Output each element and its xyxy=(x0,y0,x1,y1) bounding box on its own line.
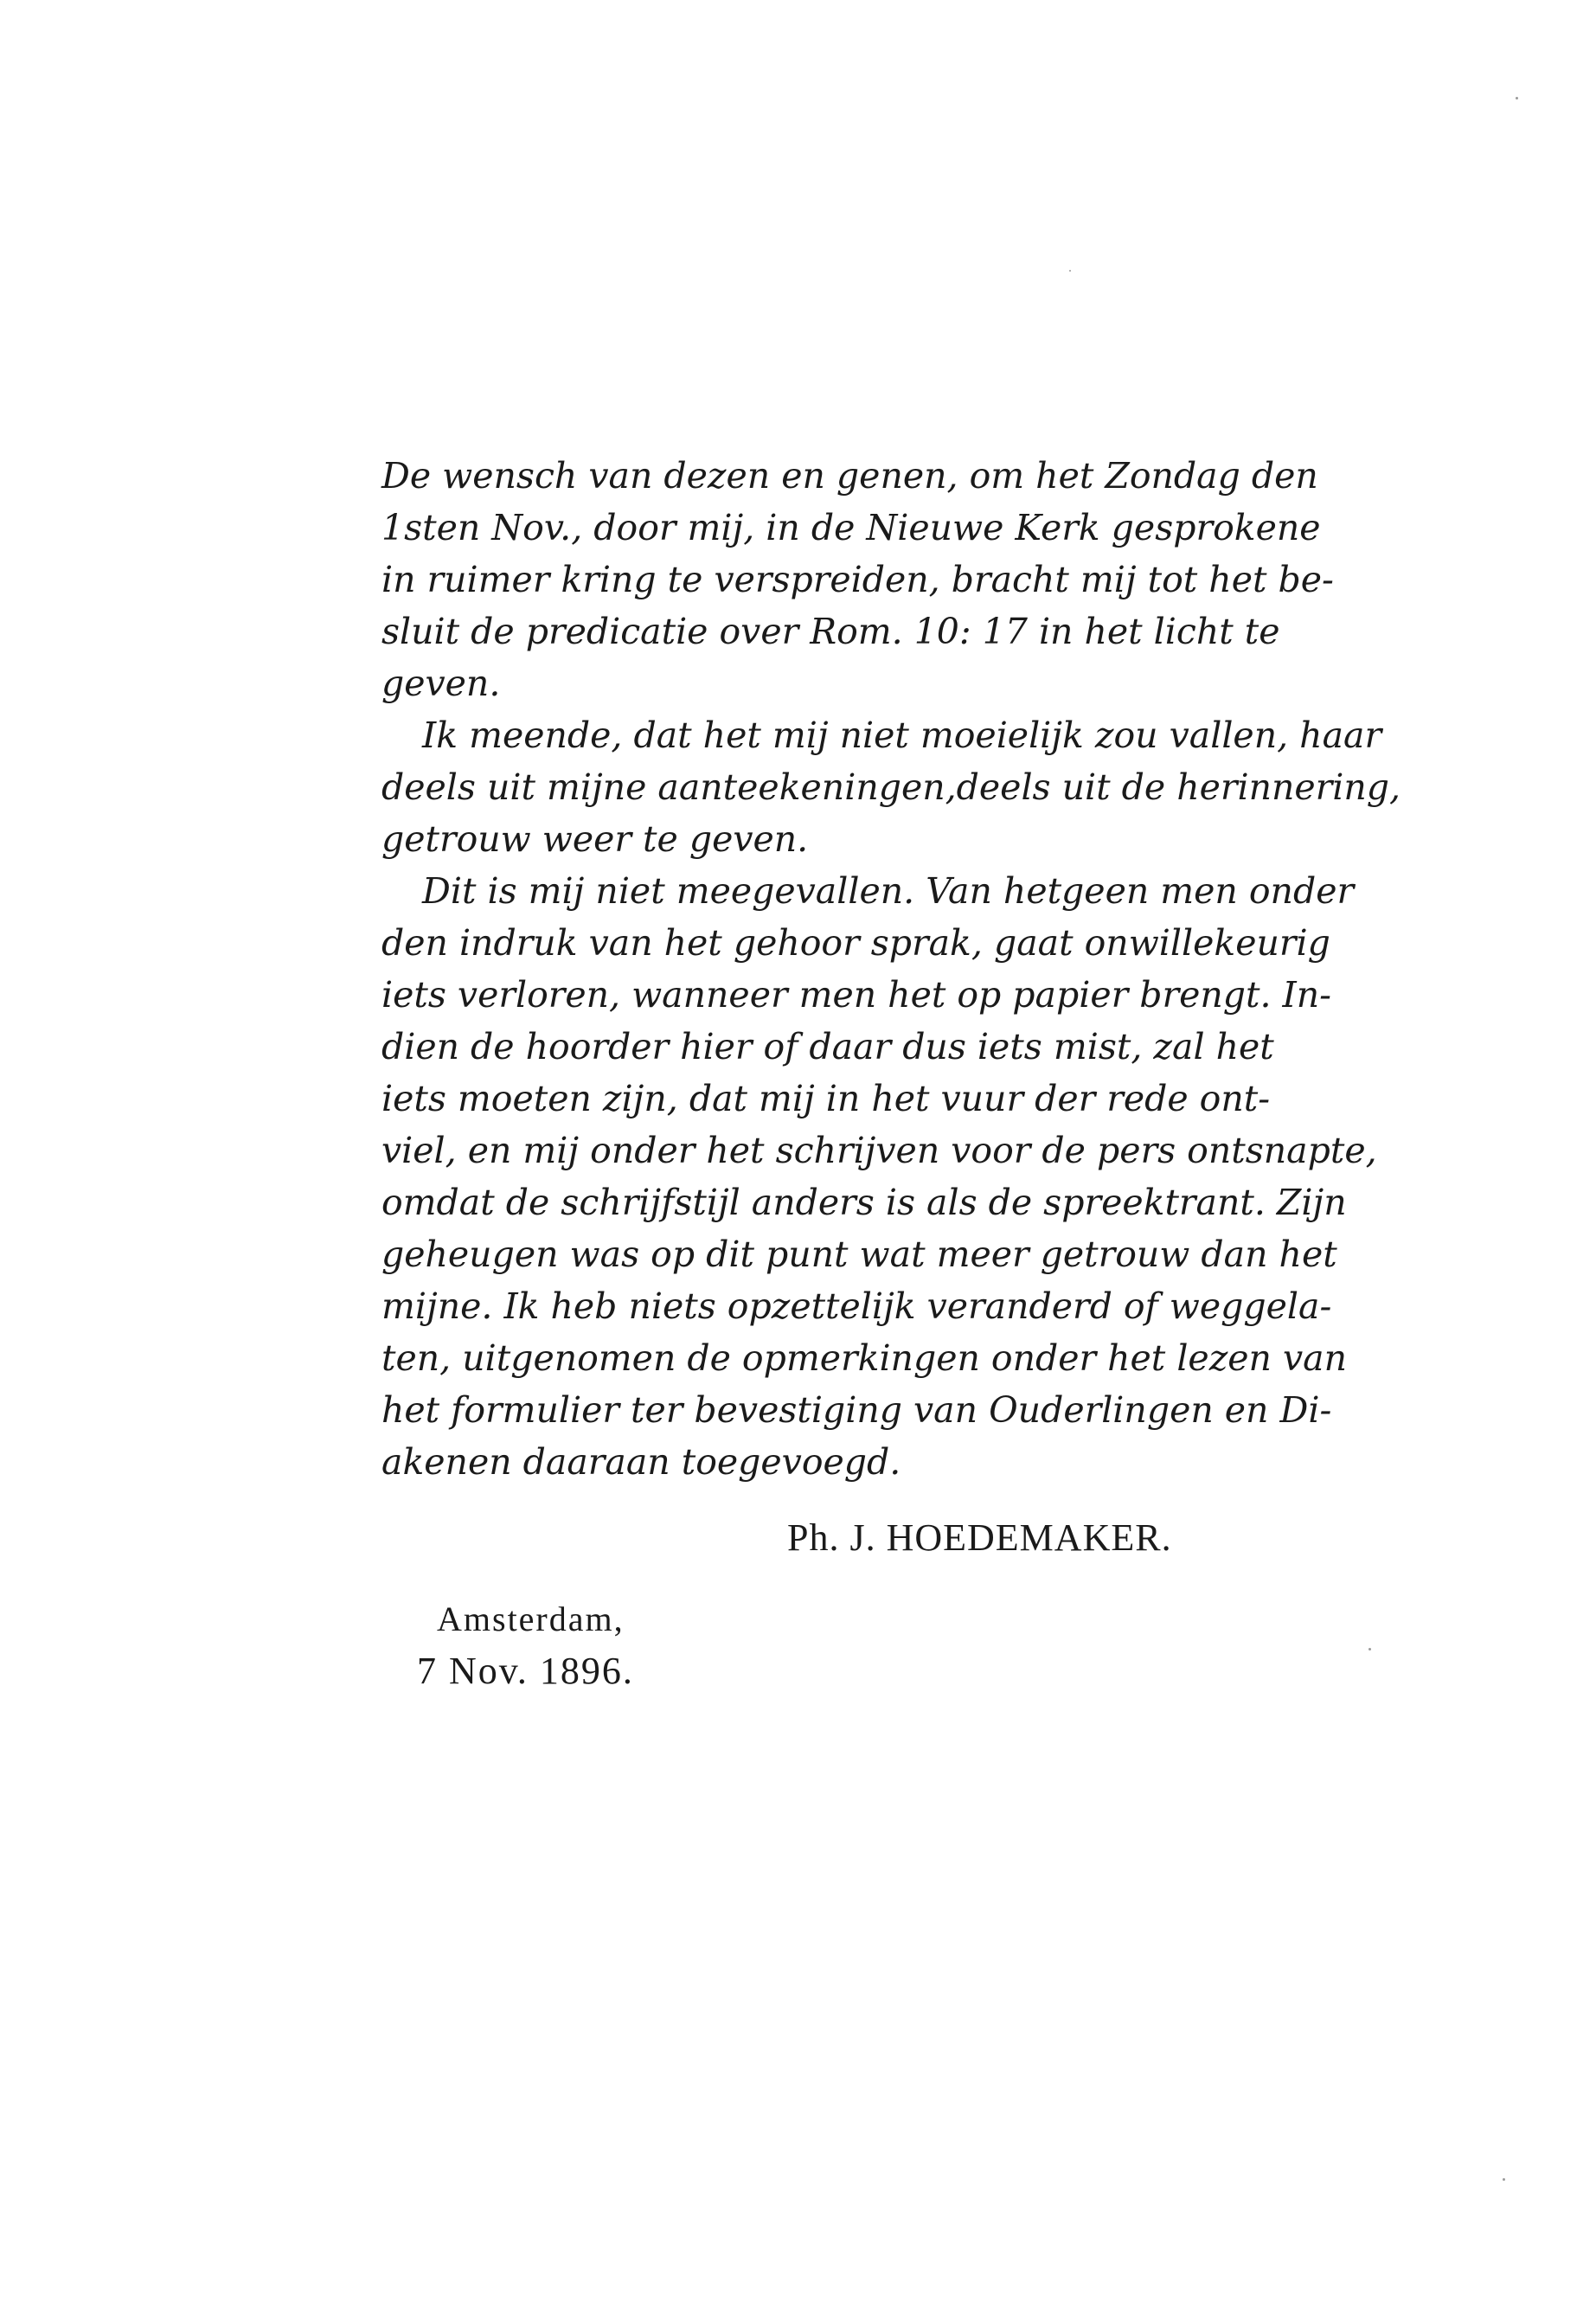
text-line: Ik meende, dat het mij niet moeielijk zou vallen, haar xyxy=(422,715,1382,756)
text-line: het formulier ter bevestiging van Ouderlingen en Di- xyxy=(381,1389,1332,1431)
text-line: mijne. Ik heb niets opzettelijk veranderd of weggela- xyxy=(381,1285,1332,1327)
print-speck xyxy=(1503,2178,1505,2181)
text-line: in ruimer kring te verspreiden, bracht mij tot het be- xyxy=(381,559,1334,600)
text-line: omdat de schrijfstijl anders is als de spreektrant. Zijn xyxy=(381,1182,1347,1223)
text-line: viel, en mij onder het schrijven voor de pers ontsnapte, xyxy=(381,1130,1377,1171)
text-line: deels uit mijne aanteekeningen,deels uit de herinnering, xyxy=(381,766,1401,808)
text-line: iets verloren, wanneer men het op papier brengt. In- xyxy=(381,974,1332,1016)
text-line: geven. xyxy=(381,663,501,704)
dateline-place: Amsterdam, xyxy=(437,1599,625,1638)
dateline-date: 7 Nov. 1896. xyxy=(417,1650,634,1692)
print-speck xyxy=(1516,97,1518,99)
author-signature: Ph. J. HOEDEMAKER. xyxy=(787,1516,1172,1559)
print-speck xyxy=(1368,1648,1371,1650)
text-line: iets moeten zijn, dat mij in het vuur der rede ont- xyxy=(381,1078,1271,1119)
text-line: getrouw weer te geven. xyxy=(381,818,809,860)
preface-text xyxy=(381,450,1401,1488)
text-line: Dit is mij niet meegevallen. Van hetgeen men onder xyxy=(422,870,1355,912)
text-line: den indruk van het gehoor sprak, gaat onwillekeurig xyxy=(381,922,1330,964)
text-line: dien de hoorder hier of daar dus iets mist, zal het xyxy=(381,1026,1274,1067)
text-line: sluit de predicatie over Rom. 10: 17 in het licht te xyxy=(381,611,1280,652)
text-line: De wensch van dezen en genen, om het Zondag den xyxy=(381,455,1318,497)
text-line: geheugen was op dit punt wat meer getrouw dan het xyxy=(381,1234,1337,1275)
text-line: ten, uitgenomen de opmerkingen onder het lezen van xyxy=(381,1337,1348,1379)
text-line: akenen daaraan toegevoegd. xyxy=(381,1441,901,1483)
print-speck xyxy=(1069,270,1071,272)
text-line: 1sten Nov., door mij, in de Nieuwe Kerk gesprokene xyxy=(381,507,1321,548)
